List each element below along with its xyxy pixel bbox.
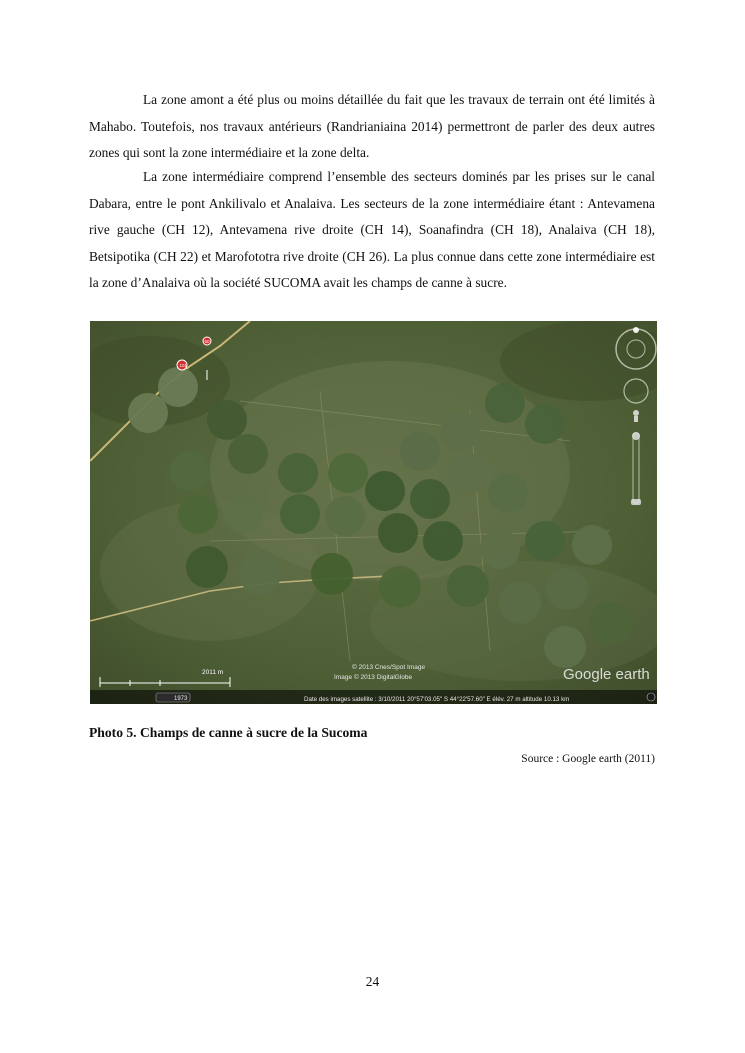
copyright-line-2: Image © 2013 DigitalGlobe	[334, 674, 413, 681]
google-earth-watermark: Google earth	[563, 666, 650, 683]
paragraph-2: La zone intermédiaire comprend l’ensemble des secteurs dominés par les prises sur le canal Dabara, entre le pont Ankilivalo et Analaiva. Les secteurs de la zone intermédiaire étant : Antevamena rive gauche (CH 12), Antevamena rive droite (CH 14), Soanafindra (CH 18), Analaiva (CH 18), Betsipotika (CH 22) et Marofototra rive droite (CH 26). La plus connue dans cette zone intermédiaire est la zone d’Analaiva où la société SUCOMA avait les champs de canne à sucre.	[89, 169, 655, 290]
photo-caption: Photo 5. Champs de canne à sucre de la Sucoma	[89, 725, 368, 740]
status-toggle-icon[interactable]	[647, 693, 655, 701]
photo-source: Source : Google earth (2011)	[521, 753, 655, 765]
pin-label: 60	[204, 339, 210, 344]
scale-label: 2011 m	[202, 669, 224, 676]
pin-label: 101	[179, 363, 188, 368]
copyright-line-1: © 2013 Cnes/Spot Image	[352, 664, 426, 671]
page-number: 24	[365, 974, 380, 989]
status-bar: Date des images satellite : 3/10/2011 20°57'03.05" S 44°22'57.60" E élév. 27 m altitude 10.13 km	[304, 696, 570, 703]
year-badge[interactable]: 1973	[174, 696, 188, 702]
satellite-photo	[90, 321, 657, 704]
paragraph-1: La zone amont a été plus ou moins détaillée du fait que les travaux de terrain ont été limités à Mahabo. Toutefois, nos travaux antérieurs (Randrianiaina 2014) permettront de parler des deux autres zones qui sont la zone intermédiaire et la zone delta.	[89, 92, 655, 160]
